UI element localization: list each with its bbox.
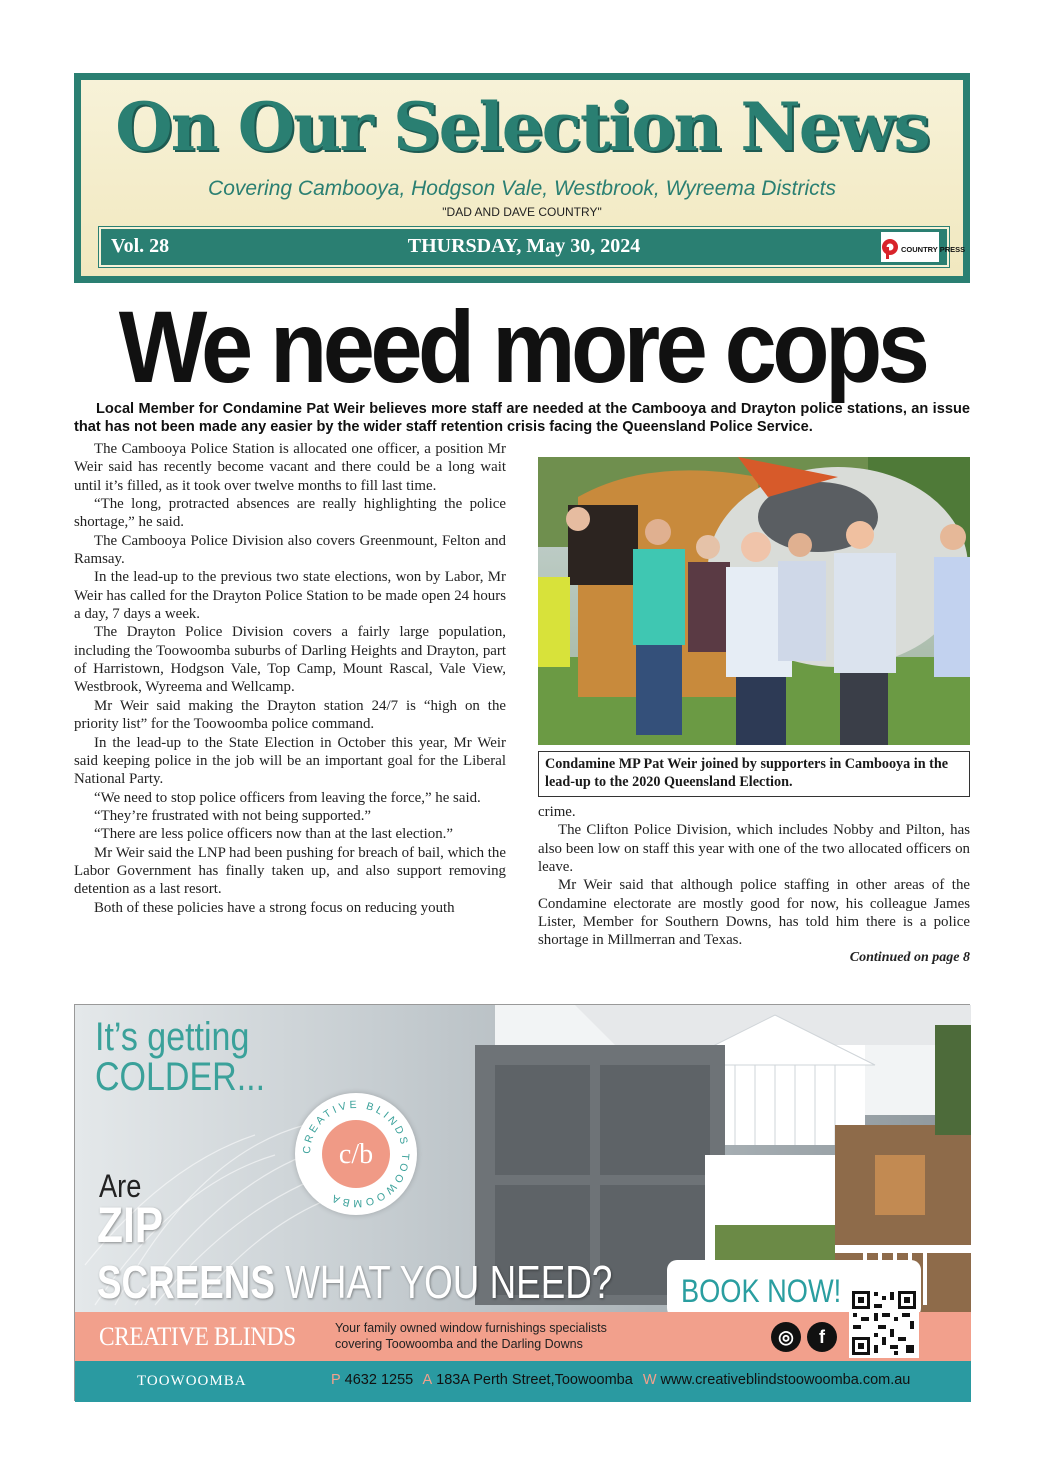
newspaper-title: On Our Selection News [115, 88, 929, 166]
qr-code-icon[interactable] [849, 1288, 919, 1358]
paragraph: The Cambooya Police Station is allocated one officer, a position Mr Weir said has recently become vacant and there could be a long wait until it’s filled, as it took over twelve months to fill last time. [74, 441, 506, 494]
masthead [74, 73, 970, 283]
ad-headline [95, 1017, 265, 1097]
photo-caption: Condamine MP Pat Weir joined by supporters in Cambooya in the lead-up to the 2020 Queensland Election. [538, 751, 970, 797]
paragraph: Both of these policies have a strong focus on reducing youth [94, 899, 455, 916]
logo-ring-text: CREATIVE BLINDS TOOWOOMBA [300, 1098, 412, 1210]
paragraph: In the lead-up to the State Election in October this year, Mr Weir said keeping police in the job will be an important goal for the Liberal National Party. [74, 734, 506, 788]
paragraph: “We need to stop police officers from leaving the force,” he said. [94, 789, 481, 806]
brand-location: TOOWOOMBA [137, 1373, 247, 1389]
paragraph: Mr Weir said that although police staffing in other areas of the Condamine electorate are mostly good for now, his colleague James Lister, Member for Southern Downs, has told him there is a police shortage in Millmerran and Texas. [538, 877, 970, 949]
ad-text-screens [97, 1257, 612, 1307]
ad-brand-band [75, 1312, 971, 1361]
book-now-label: BOOK NOW! [681, 1273, 842, 1309]
volume-number: Vol. 28 [111, 235, 170, 257]
press-logo-text: COUNTRY PRESS [901, 245, 966, 254]
paragraph: “The long, protracted absences are really highlighting the police shortage,” he said. [74, 496, 506, 531]
phone-key: P [331, 1372, 341, 1388]
paragraph: The Clifton Police Division, which includes Nobby and Pilton, has also been low on staff this year with one of the two allocated officers on leave. [538, 822, 970, 876]
country-press-logo [881, 232, 966, 262]
paragraph: The Cambooya Police Division also covers Greenmount, Felton and Ramsay. [74, 532, 506, 568]
paragraph: The Drayton Police Division covers a fairly large population, including the Toowoomba suburbs of Darling Heights and Drayton, part of Harristown, Hodgson Vale, Top Camp, Mount Rascal, Vale View, Westbrook, Wyreema and Wellcamp. [74, 624, 506, 696]
contact-details [331, 1372, 916, 1388]
facebook-icon[interactable]: f [807, 1322, 837, 1352]
ad-text-are: Are [99, 1168, 142, 1204]
article-column-left [74, 440, 506, 917]
masthead-panel [81, 80, 966, 276]
article-column-right [538, 803, 970, 950]
ad-contact-bar [75, 1361, 971, 1402]
instagram-icon[interactable]: ◎ [771, 1322, 801, 1352]
logo-monogram: c/b [338, 1139, 374, 1170]
ad-text-screens-bold: SCREENS [97, 1256, 275, 1308]
brand-name: CREATIVE BLINDS [99, 1322, 296, 1351]
brand-blurb-line2: covering Toowoomba and the Darling Downs [335, 1337, 583, 1351]
street-address: 183A Perth Street,Toowoomba [436, 1372, 633, 1388]
paragraph: “They’re frustrated with not being supported.” [94, 807, 372, 824]
web-key: W [642, 1372, 657, 1388]
article-headline: We need more cops [118, 290, 926, 404]
creative-blinds-advertisement[interactable] [74, 1004, 970, 1401]
brand-blurb-line1: Your family owned window furnishings specialists [335, 1321, 607, 1335]
website-link[interactable]: www.creativeblindstoowoomba.com.au [660, 1372, 911, 1388]
ad-text-screens-rest: WHAT YOU NEED? [274, 1256, 613, 1308]
dateline-bar [99, 227, 966, 267]
continued-on-page[interactable]: Continued on page 8 [849, 950, 970, 965]
address-key: A [422, 1372, 433, 1388]
phone-number[interactable]: 4632 1255 [344, 1372, 414, 1388]
brand-blurb [335, 1320, 665, 1352]
article-photo [538, 457, 970, 745]
paragraph: In the lead-up to the previous two state elections, won by Labor, Mr Weir has called for the Drayton Police Station to be made open 24 hours a day, 7 days a week. [74, 569, 506, 623]
newspaper-subtitle: Covering Cambooya, Hodgson Vale, Westbrook, Wyreema Districts [208, 177, 836, 200]
paragraph-continuation: crime. [538, 804, 576, 820]
ad-headline-line1: It’s getting [95, 1015, 250, 1059]
ad-headline-line2: COLDER... [95, 1055, 266, 1099]
issue-date: THURSDAY, May 30, 2024 [407, 235, 641, 257]
paragraph: “There are less police officers now than at the last election.” [94, 826, 454, 843]
paragraph: Mr Weir said making the Drayton station 24/7 is “high on the priority list” for the Toowoomba police command. [74, 697, 506, 733]
ad-text-zip: ZIP [97, 1197, 164, 1253]
creative-blinds-logo-badge [295, 1093, 417, 1215]
newspaper-tagline: "DAD AND DAVE COUNTRY" [442, 205, 602, 219]
paragraph: Mr Weir said the LNP had been pushing for breach of bail, which the Labor Government has finally taken up, and also support removing detention as a last resort. [74, 844, 506, 898]
article-standfirst: Local Member for Condamine Pat Weir believes more staff are needed at the Cambooya and Drayton police stations, an issue that has not been made any easier by the wider staff retention crisis facing the Queensland Police Service. [74, 401, 970, 435]
